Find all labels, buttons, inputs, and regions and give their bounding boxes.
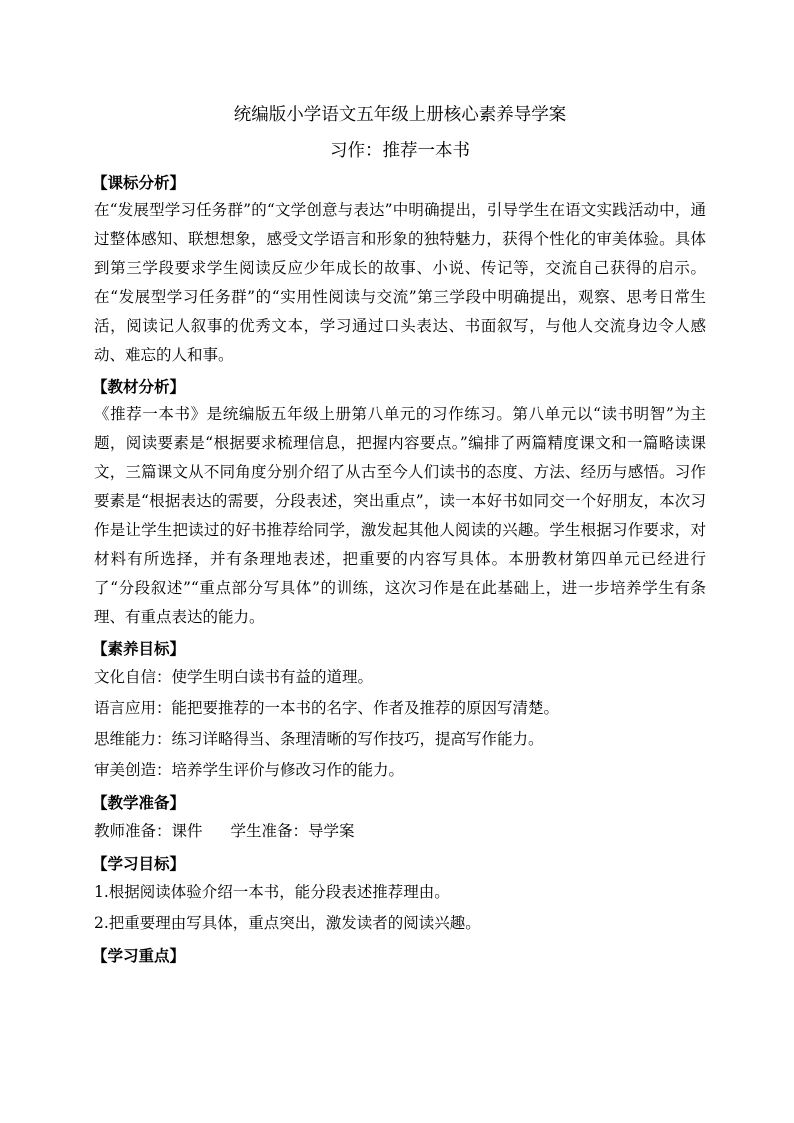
curriculum-analysis-text: 在“发展型学习任务群”的“文学创意与表达”中明确提出，引导学生在语文实践活动中，通过整体感知、联想想象，感受文学语言和形象的独特魅力，获得个性化的审美体验。具体到第三学段要求学生阅读反应少年成长的故事、小说、传记等，交流自己获得的启示。在“发展型学习任务群”的“实用性阅读与交流”第三学段中明确提出，观察、思考日常生活，阅读记人叙事的优秀文本，学习通过口头表达、书面叙写，与他人交流身边令人感动、难忘的人和事。 (94, 201, 706, 364)
section-objectives (94, 851, 706, 939)
textbook-analysis-text: 《推荐一本书》是统编版五年级上册第八单元的习作练习。第八单元以“读书明智”为主题，阅读要素是“根据要求梳理信息，把握内容要点。”编排了两篇精度课文和一篇略读课文，三篇课文从不同角度分别介绍了从古至今人们读书的态度、方法、经历与感悟。习作要素是“根据表达的需要，分段表述，突出重点”，读一本好书如同交一个好朋友，本次习作是让学生把读过的好书推荐给同学，激发起其他人阅读的兴趣。学生根据习作要求，对材料有所选择，并有条理地表述，把重要的内容写具体。本册教材第四单元已经进行了“分段叙述”“重点部分写具体”的训练，这次习作是在此基础上，进一步培养学生有条理、有重点表达的能力。 (94, 405, 706, 626)
section-heading-goals: 【素养目标】 (92, 640, 186, 658)
document-subtitle: 习作：推荐一本书 (330, 141, 470, 161)
goal-item: 审美创造：培养学生评价与修改习作的能力。 (94, 761, 405, 779)
objective-item: 2.把重要理由写具体，重点突出，激发读者的阅读兴趣。 (94, 914, 481, 932)
section-goals (94, 636, 706, 786)
preparation-line (94, 816, 706, 847)
section-curriculum (94, 170, 706, 370)
objective-item: 1.根据阅读体验介绍一本书，能分段表述推荐理由。 (94, 883, 450, 901)
section-heading-objectives: 【学习目标】 (92, 855, 186, 873)
section-focus (94, 943, 706, 969)
section-heading-curriculum: 【课标分析】 (92, 174, 186, 192)
section-preparation (94, 790, 706, 847)
goal-item: 思维能力：练习详略得当、条理清晰的写作技巧，提高写作能力。 (94, 730, 544, 748)
section-heading-focus: 【学习重点】 (92, 947, 186, 965)
section-heading-textbook: 【教材分析】 (92, 378, 186, 396)
teacher-preparation: 教师准备：课件 (94, 822, 203, 840)
goal-item: 文化自信：使学生明白读书有益的道理。 (94, 668, 374, 686)
student-preparation: 学生准备：导学案 (230, 822, 355, 840)
goal-item: 语言应用：能把要推荐的一本书的名字、作者及推荐的原因写清楚。 (94, 699, 560, 717)
section-heading-preparation: 【教学准备】 (92, 794, 186, 812)
document-title: 统编版小学语文五年级上册核心素养导学案 (233, 105, 567, 125)
section-textbook (94, 374, 706, 632)
document-page (94, 100, 706, 969)
